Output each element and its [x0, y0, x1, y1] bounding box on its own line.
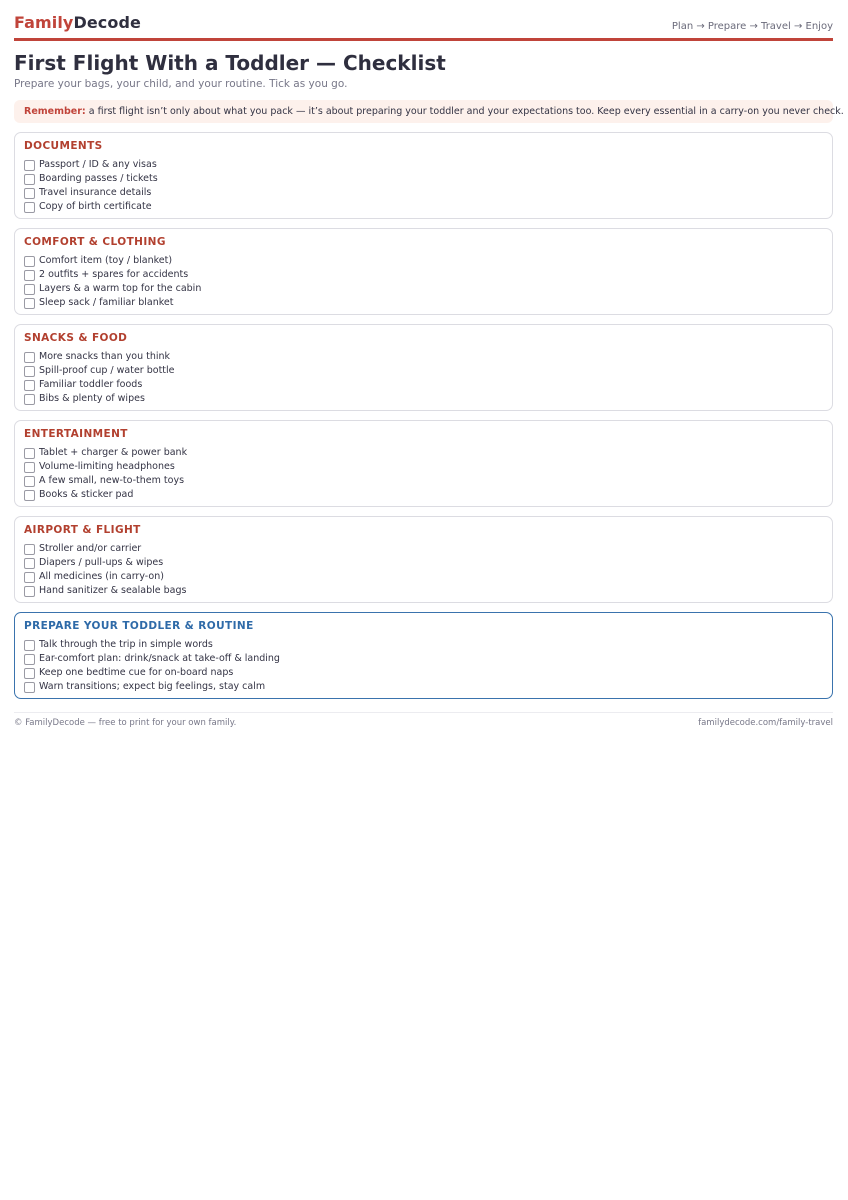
checklist-item-label: Familiar toddler foods [39, 378, 143, 390]
checkbox[interactable] [24, 586, 35, 597]
checklist-item[interactable] [24, 487, 823, 501]
reminder-label: Remember: [24, 106, 86, 117]
checklist-item[interactable] [24, 541, 823, 555]
checklist-item-label: Travel insurance details [39, 186, 152, 198]
checklist-item[interactable] [24, 185, 823, 199]
checkbox[interactable] [24, 682, 35, 693]
checkbox[interactable] [24, 298, 35, 309]
checklist-item-label: Diapers / pull-ups & wipes [39, 556, 164, 568]
checkbox[interactable] [24, 256, 35, 267]
brand-logo-part1: Family [14, 13, 74, 32]
checkbox[interactable] [24, 544, 35, 555]
section-title: AIRPORT & FLIGHT [24, 524, 141, 536]
checklist-item[interactable] [24, 665, 823, 679]
checklist-item[interactable] [24, 199, 823, 213]
checklist-item[interactable] [24, 459, 823, 473]
checklist-item[interactable] [24, 171, 823, 185]
checklist-item-label: Copy of birth certificate [39, 200, 152, 212]
section-title: COMFORT & CLOTHING [24, 236, 166, 248]
page-subtitle: Prepare your bags, your child, and your routine. Tick as you go. [14, 78, 348, 90]
checklist-page [14, 0, 844, 735]
checklist-item[interactable] [24, 555, 823, 569]
checklist-item[interactable] [24, 473, 823, 487]
checklist-item-label: Spill-proof cup / water bottle [39, 364, 175, 376]
brand-logo [14, 13, 141, 32]
section-title: DOCUMENTS [24, 140, 103, 152]
checkbox[interactable] [24, 352, 35, 363]
checkbox[interactable] [24, 572, 35, 583]
section-snacks-food [14, 324, 833, 411]
checkbox[interactable] [24, 380, 35, 391]
checklist-item[interactable] [24, 637, 823, 651]
checklist-item-label: Sleep sack / familiar blanket [39, 296, 174, 308]
checkbox[interactable] [24, 394, 35, 405]
footer-url: familydecode.com/family-travel [698, 718, 833, 728]
section-airport-flight [14, 516, 833, 603]
checklist-item-label: Passport / ID & any visas [39, 158, 157, 170]
checkbox[interactable] [24, 270, 35, 281]
checklist-item-label: Comfort item (toy / blanket) [39, 254, 173, 266]
checkbox[interactable] [24, 654, 35, 665]
checkbox[interactable] [24, 462, 35, 473]
checklist-item[interactable] [24, 569, 823, 583]
section-entertainment [14, 420, 833, 507]
checkbox[interactable] [24, 448, 35, 459]
checklist-item-label: Hand sanitizer & sealable bags [39, 584, 187, 596]
section-title: SNACKS & FOOD [24, 332, 128, 344]
checklist-item[interactable] [24, 651, 823, 665]
checkbox[interactable] [24, 160, 35, 171]
page-header [14, 0, 833, 41]
checklist-item[interactable] [24, 679, 823, 693]
checklist-item-label: Ear-comfort plan: drink/snack at take-off & landing [39, 652, 280, 664]
checklist-item-label: Layers & a warm top for the cabin [39, 282, 202, 294]
checklist-item[interactable] [24, 253, 823, 267]
checklist-item[interactable] [24, 363, 823, 377]
page-title: First Flight With a Toddler — Checklist [14, 51, 446, 75]
checklist-item[interactable] [24, 583, 823, 597]
section-title: PREPARE YOUR TODDLER & ROUTINE [24, 620, 254, 632]
checklist-item-label: Keep one bedtime cue for on-board naps [39, 666, 234, 678]
checklist-item-label: Stroller and/or carrier [39, 542, 142, 554]
checkbox[interactable] [24, 668, 35, 679]
checklist-item-label: Talk through the trip in simple words [39, 638, 213, 650]
checklist-item[interactable] [24, 349, 823, 363]
checklist-item-label: Warn transitions; expect big feelings, stay calm [39, 680, 266, 692]
checkbox[interactable] [24, 188, 35, 199]
checkbox[interactable] [24, 284, 35, 295]
checklist-item[interactable] [24, 281, 823, 295]
reminder-note [14, 100, 844, 123]
reminder-text: a first flight isn’t only about what you pack — it’s about preparing your toddler and your expectations too. Keep every essential in a carry-on you never check. [85, 106, 844, 117]
checkbox[interactable] [24, 558, 35, 569]
section-documents [14, 132, 833, 219]
checklist-item-label: Bibs & plenty of wipes [39, 392, 145, 404]
checklist-item-label: More snacks than you think [39, 350, 171, 362]
section-prepare-toddler-routine [14, 612, 833, 699]
footer-copyright: © FamilyDecode — free to print for your own family. [14, 718, 237, 728]
checklist-item-label: Books & sticker pad [39, 488, 134, 500]
checklist-item[interactable] [24, 377, 823, 391]
checklist-item-label: All medicines (in carry-on) [39, 570, 164, 582]
checkbox[interactable] [24, 174, 35, 185]
checkbox[interactable] [24, 202, 35, 213]
checklist-item-label: 2 outfits + spares for accidents [39, 268, 189, 280]
checkbox[interactable] [24, 366, 35, 377]
checkbox[interactable] [24, 640, 35, 651]
section-title: ENTERTAINMENT [24, 428, 128, 440]
brand-logo-part2: Decode [73, 13, 141, 32]
checklist-item[interactable] [24, 267, 823, 281]
checkbox[interactable] [24, 476, 35, 487]
checkbox[interactable] [24, 490, 35, 501]
checklist-item[interactable] [24, 445, 823, 459]
header-tagline: Plan → Prepare → Travel → Enjoy [671, 21, 833, 32]
checklist-item[interactable] [24, 391, 823, 405]
checklist-item-label: Boarding passes / tickets [39, 172, 158, 184]
checklist-item[interactable] [24, 157, 823, 171]
checklist-item-label: A few small, new-to-them toys [39, 474, 185, 486]
checklist-item-label: Volume-limiting headphones [39, 460, 175, 472]
page-footer [14, 712, 833, 735]
section-comfort-clothing [14, 228, 833, 315]
checklist-item-label: Tablet + charger & power bank [39, 446, 188, 458]
checklist-item[interactable] [24, 295, 823, 309]
